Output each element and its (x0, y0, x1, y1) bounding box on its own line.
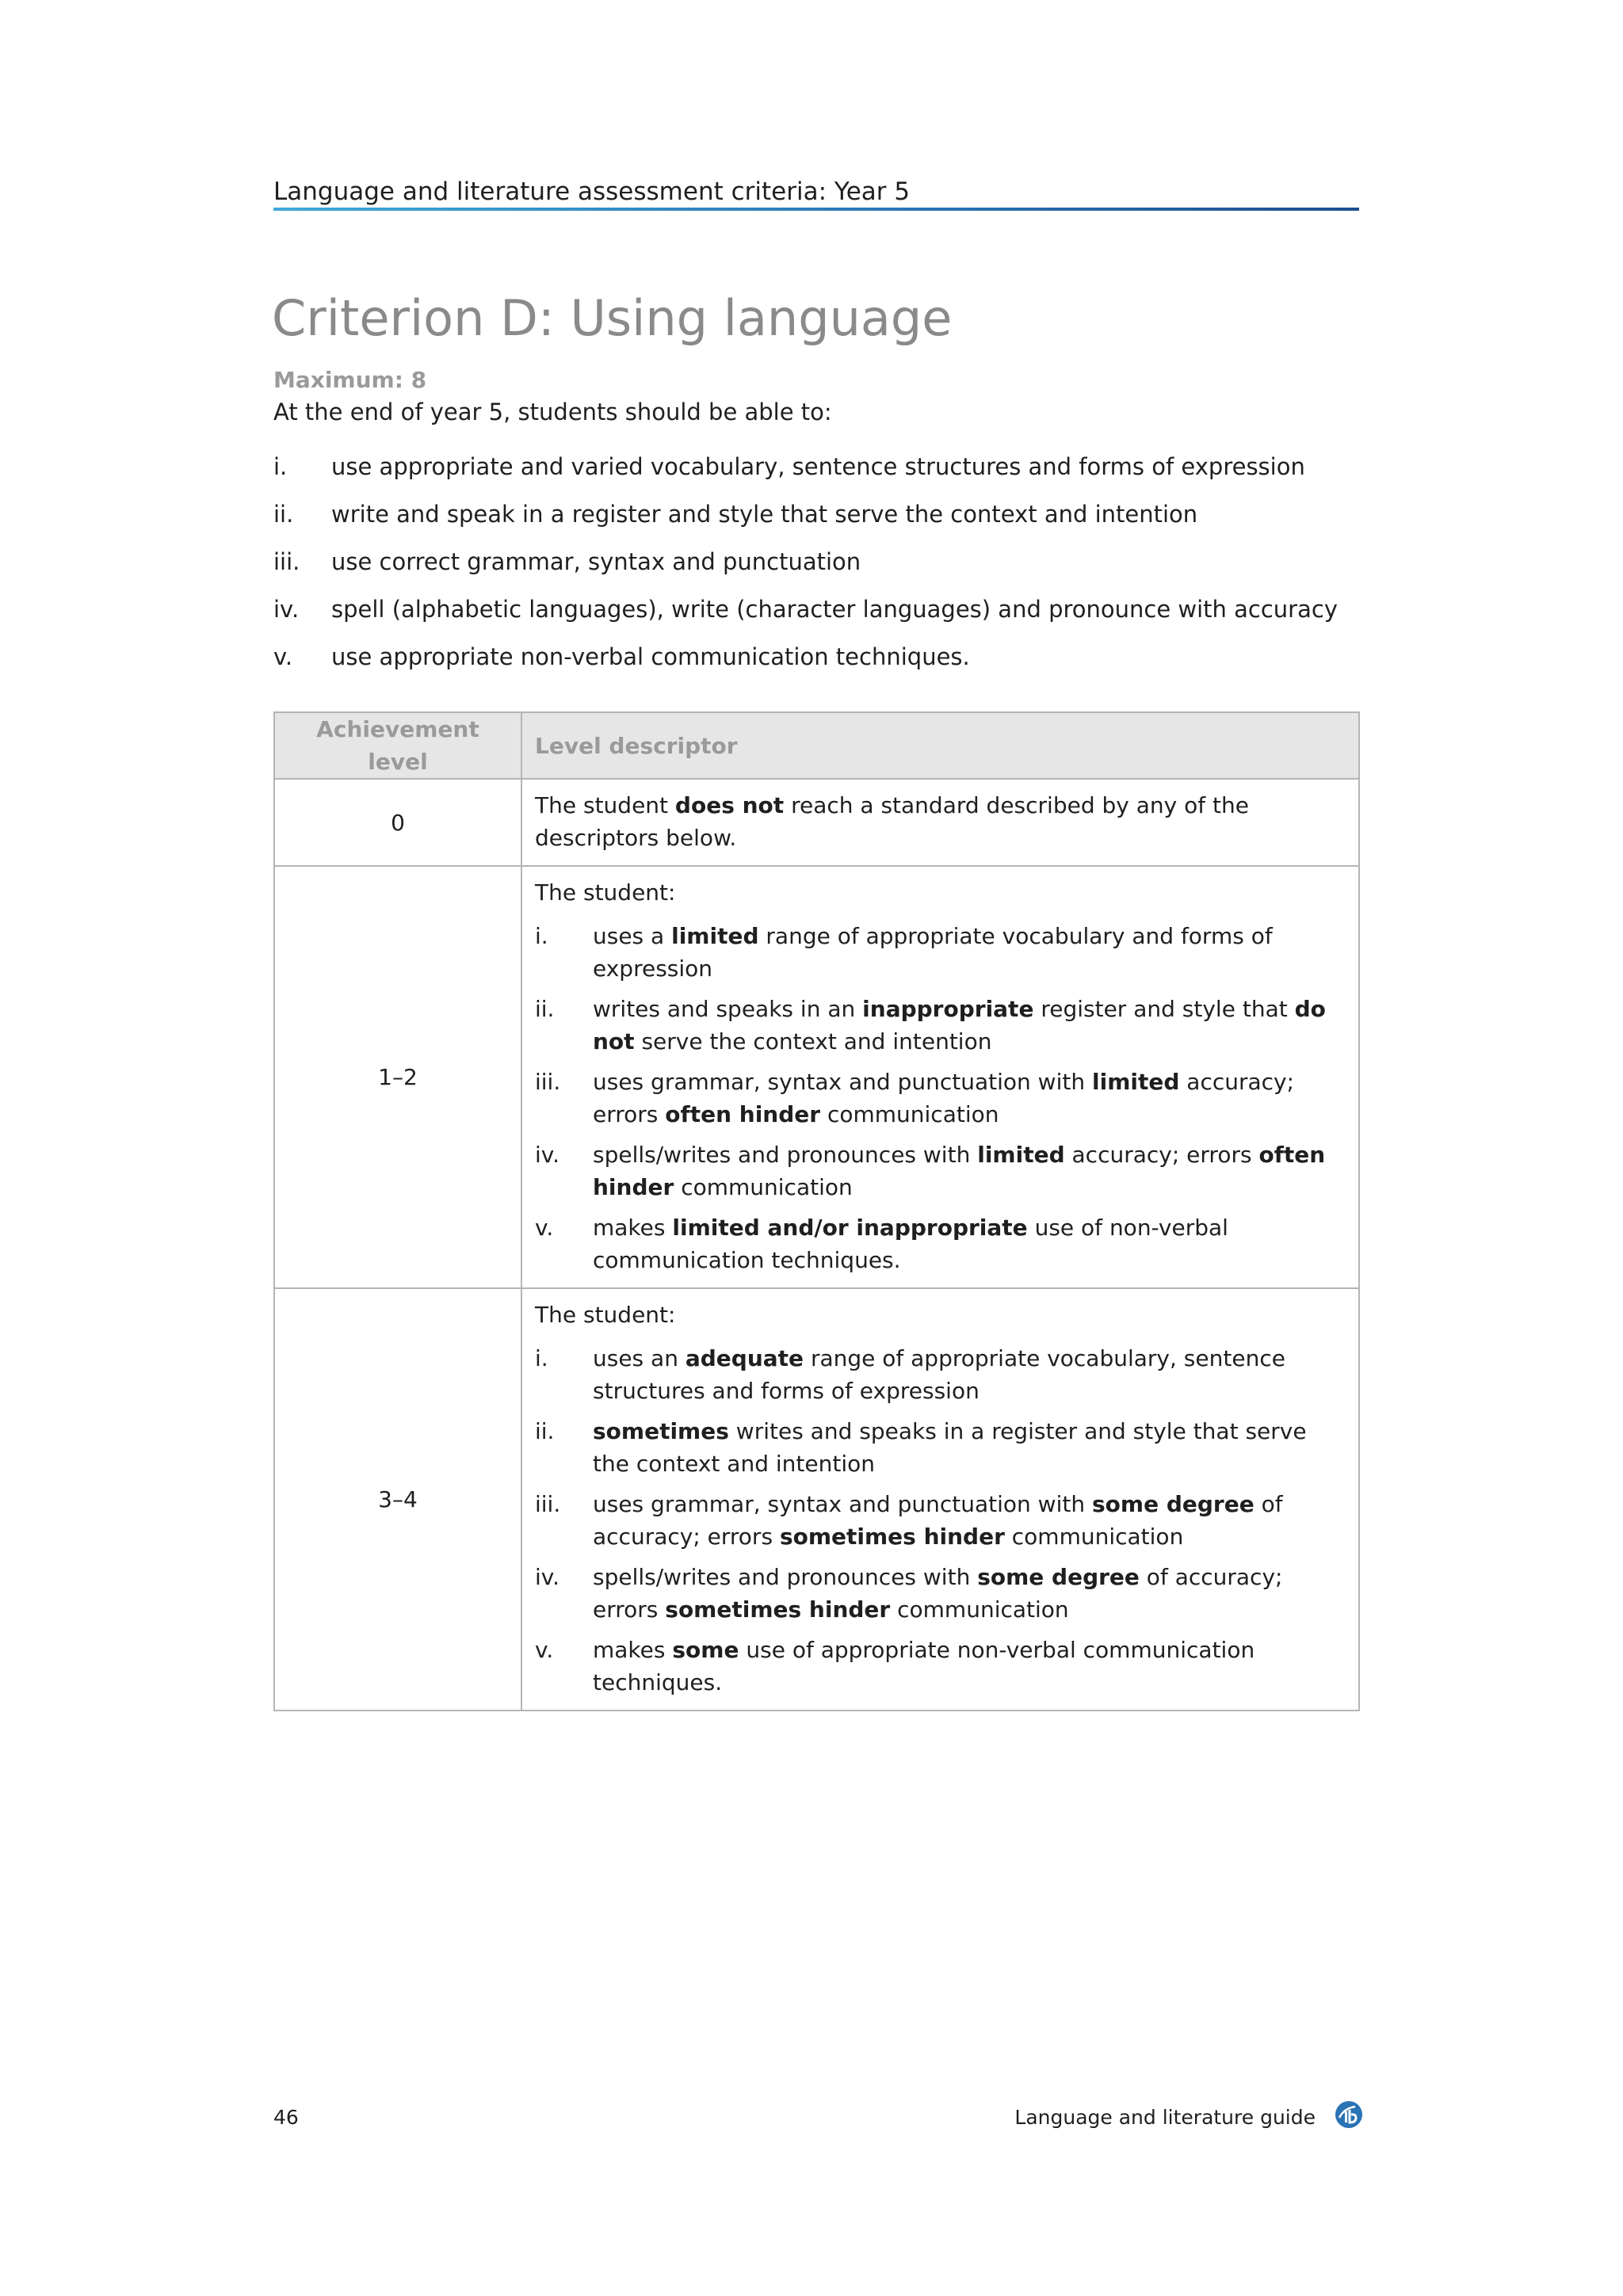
table-row (274, 866, 1359, 1288)
descriptor-text: range of appropriate vocabulary, sentence structures and forms of expression (593, 1345, 1285, 1404)
descriptor-number: i. (535, 1345, 548, 1371)
descriptor-emphasis: often hinder (593, 1142, 1326, 1200)
descriptor-emphasis: some degree (1092, 1491, 1254, 1517)
achievement-level-cell: 0 (274, 779, 521, 866)
descriptor-emphasis: adequate (685, 1345, 804, 1371)
descriptor-text: uses an (593, 1345, 685, 1371)
descriptor-emphasis: some degree (977, 1564, 1140, 1590)
descriptor-text: use of non-verbal communication techniques. (593, 1215, 1228, 1273)
descriptor-number: iv. (535, 1564, 560, 1590)
descriptor-emphasis: sometimes (593, 1418, 729, 1444)
descriptor-emphasis: sometimes hinder (665, 1596, 891, 1623)
objective-item (273, 546, 1359, 593)
objectives-intro: At the end of year 5, students should be able to: (273, 399, 832, 425)
table-header-row (274, 712, 1359, 779)
descriptor-item (535, 1634, 1346, 1699)
objective-text: use appropriate non-verbal communication techniques. (331, 643, 970, 670)
descriptor-item (535, 920, 1346, 985)
objectives-list (273, 451, 1359, 688)
page-title: Criterion D: Using language (272, 289, 953, 347)
descriptor-text: accuracy; errors (1064, 1142, 1259, 1168)
descriptor-emphasis: inappropriate (862, 996, 1034, 1022)
descriptor-emphasis: sometimes hinder (779, 1524, 1005, 1550)
objective-number: v. (273, 643, 293, 670)
level-descriptor-cell (521, 779, 1359, 866)
descriptor-emphasis: limited (671, 923, 759, 949)
descriptor-number: ii. (535, 996, 555, 1022)
level-descriptor-cell (521, 866, 1359, 1288)
criteria-table (273, 711, 1360, 1711)
descriptor-emphasis: limited and/or inappropriate (672, 1215, 1028, 1241)
descriptor-number: i. (535, 923, 548, 949)
descriptor-text: makes (593, 1215, 673, 1241)
descriptor-text: accuracy; errors (593, 1069, 1295, 1127)
descriptor-intro: The student: (535, 879, 676, 906)
objective-text: use appropriate and varied vocabulary, sentence structures and forms of expression (331, 453, 1305, 480)
descriptor-intro: The student: (535, 1302, 676, 1328)
descriptor-item (535, 1488, 1346, 1553)
descriptor-text: uses grammar, syntax and punctuation with (593, 1491, 1092, 1517)
descriptor-text: communication (820, 1101, 999, 1127)
header-rule (273, 208, 1359, 211)
descriptor-text: of accuracy; errors (593, 1564, 1283, 1623)
descriptor-text: reach a standard described by any of the descriptors below. (535, 792, 1249, 851)
descriptor-number: v. (535, 1215, 554, 1241)
descriptor-item (535, 1561, 1346, 1626)
descriptor-item (535, 1066, 1346, 1131)
objective-text: use correct grammar, syntax and punctuation (331, 548, 861, 575)
descriptor-text: register and style that (1033, 996, 1295, 1022)
objective-number: iv. (273, 596, 300, 623)
objective-number: ii. (273, 501, 294, 528)
page-number: 46 (273, 2106, 299, 2129)
descriptor-number: iv. (535, 1142, 560, 1168)
descriptor-emphasis: some (672, 1637, 739, 1663)
achievement-level-cell: 1–2 (274, 866, 521, 1288)
table-row (274, 1288, 1359, 1711)
descriptor-text: of accuracy; errors (593, 1491, 1283, 1550)
descriptor-emphasis: limited (1092, 1069, 1180, 1095)
descriptor-text: makes (593, 1637, 673, 1663)
header-achievement-level: Achievement level (274, 712, 521, 779)
descriptor-item (535, 993, 1346, 1058)
descriptor-list (535, 920, 1346, 1276)
objective-number: iii. (273, 548, 300, 575)
descriptor-emphasis: often hinder (665, 1101, 821, 1127)
ib-logo-icon (1335, 2100, 1363, 2129)
descriptor-item (535, 1138, 1346, 1203)
descriptor-text: uses a (593, 923, 672, 949)
header-level-descriptor: Level descriptor (521, 712, 1359, 779)
descriptor-item (535, 1415, 1346, 1480)
descriptor-text: writes and speaks in an (593, 996, 863, 1022)
descriptor-number: ii. (535, 1418, 555, 1444)
objective-item (273, 593, 1359, 641)
descriptor-text: serve the context and intention (634, 1028, 992, 1055)
descriptor-text: communication (1004, 1524, 1184, 1550)
descriptor-text: range of appropriate vocabulary and forms of expression (593, 923, 1273, 982)
descriptor-text: communication (890, 1596, 1069, 1623)
descriptor-number: iii. (535, 1491, 561, 1517)
objective-text: write and speak in a register and style that serve the context and intention (331, 501, 1198, 528)
descriptor-text: uses grammar, syntax and punctuation with (593, 1069, 1092, 1095)
objective-number: i. (273, 453, 288, 480)
level-descriptor-cell (521, 1288, 1359, 1711)
objective-text: spell (alphabetic languages), write (character languages) and pronounce with accuracy (331, 596, 1338, 623)
objective-item (273, 498, 1359, 546)
descriptor-emphasis: limited (977, 1142, 1065, 1168)
descriptor-item (535, 1342, 1346, 1407)
running-header: Language and literature assessment criteria: Year 5 (273, 177, 911, 206)
achievement-level-cell: 3–4 (274, 1288, 521, 1711)
descriptor-emphasis: does not (674, 792, 785, 818)
guide-title: Language and literature guide (1014, 2106, 1316, 2129)
descriptor-text: use of appropriate non-verbal communication techniques. (593, 1637, 1255, 1695)
descriptor-item (535, 1211, 1346, 1276)
descriptor-emphasis: do not (593, 996, 1326, 1055)
descriptor-text: spells/writes and pronounces with (593, 1564, 978, 1590)
descriptor-text: The student (535, 792, 675, 818)
table-row (274, 779, 1359, 866)
objective-item (273, 641, 1359, 688)
objective-item (273, 451, 1359, 498)
maximum-label: Maximum: 8 (273, 367, 427, 393)
descriptor-number: iii. (535, 1069, 561, 1095)
descriptor-text: writes and speaks in a register and style that serve the context and intention (593, 1418, 1307, 1477)
descriptor-text: communication (674, 1174, 853, 1200)
descriptor-list (535, 1342, 1346, 1699)
descriptor-text: spells/writes and pronounces with (593, 1142, 978, 1168)
descriptor-number: v. (535, 1637, 554, 1663)
